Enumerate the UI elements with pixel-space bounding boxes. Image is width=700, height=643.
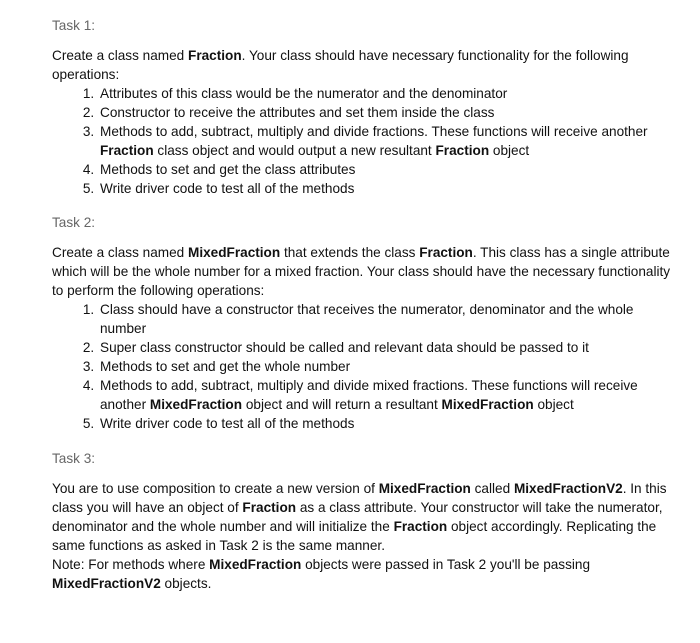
task-3-section (52, 449, 672, 593)
task-1-list (52, 84, 672, 198)
text-run: You are to use composition to create a new version of (52, 481, 379, 496)
task-1-section (52, 16, 672, 198)
bold-term: Fraction (435, 143, 490, 158)
document (52, 16, 672, 605)
task-3-heading: Task 3: (52, 451, 96, 466)
bold-term: Fraction (393, 519, 448, 534)
text-run: Methods to add, subtract, multiply and divide mixed fractions. These functions will receive another (100, 378, 638, 412)
list-item (98, 300, 672, 338)
text-run: Super class constructor should be called and relevant data should be passed to it (100, 340, 589, 355)
bold-term: MixedFraction (378, 481, 471, 496)
list-item (98, 122, 672, 160)
task-2-section (52, 213, 672, 433)
list-item (98, 84, 672, 103)
bold-term: MixedFraction (149, 397, 243, 412)
task-1-heading: Task 1: (52, 18, 96, 33)
task-3-description (52, 479, 672, 555)
text-run: . Your class should have necessary functionality for the following operations: (52, 48, 629, 82)
bold-term: Fraction (100, 143, 154, 158)
bold-term: MixedFractionV2 (52, 576, 161, 591)
text-run: Methods to add, subtract, multiply and divide fractions. These functions will receive another (100, 124, 648, 139)
text-run: object accordingly. Replicating the same functions as asked in Task 2 is the same manner. (52, 519, 657, 553)
bold-term: MixedFraction (209, 557, 302, 572)
text-run: Note: For methods where (52, 557, 210, 572)
list-item (98, 357, 672, 376)
task-2-description (52, 243, 672, 300)
bold-term: Fraction (188, 48, 242, 63)
task-1-description (52, 46, 672, 84)
bold-term: MixedFractionV2 (513, 481, 623, 496)
list-item (98, 338, 672, 357)
text-run: objects were passed in Task 2 you'll be passing (301, 557, 591, 572)
text-run: object and will return a resultant (242, 397, 442, 412)
text-run: Methods to set and get the whole number (100, 359, 351, 374)
bold-term: MixedFraction (441, 397, 534, 412)
text-run: class object and would output a new resultant (153, 143, 436, 158)
text-run: object (533, 397, 574, 412)
text-run: Attributes of this class would be the numerator and the denominator (100, 86, 508, 101)
text-run: . In this class you will have an object of (52, 481, 667, 515)
task-2-heading: Task 2: (52, 215, 96, 230)
bold-term: MixedFraction (188, 245, 281, 260)
text-run: Create a class named (52, 245, 189, 260)
list-item (98, 160, 672, 179)
bold-term: Fraction (419, 245, 473, 260)
text-run: as a class attribute. Your constructor will take the numerator, denominator and the whole number and will initialize the (52, 500, 663, 534)
text-run: objects. (160, 576, 212, 591)
list-item (98, 376, 672, 414)
text-run: called (470, 481, 514, 496)
text-run: Write driver code to test all of the methods (100, 416, 355, 431)
text-run: Create a class named (52, 48, 189, 63)
text-run: Constructor to receive the attributes and set them inside the class (100, 105, 495, 120)
list-item (98, 179, 672, 198)
text-run: that extends the class (280, 245, 420, 260)
text-run: . This class has a single attribute which will be the whole number for a mixed fraction. Your class should have the necessary functionality to perform the following operations: (52, 245, 671, 298)
bold-term: Fraction (242, 500, 297, 515)
list-item (98, 414, 672, 433)
text-run: Write driver code to test all of the methods (100, 181, 355, 196)
task-3-note (52, 555, 672, 593)
text-run: Methods to set and get the class attributes (100, 162, 356, 177)
task-2-list (52, 300, 672, 433)
text-run: Class should have a constructor that receives the numerator, denominator and the whole number (100, 302, 634, 336)
text-run: object (489, 143, 530, 158)
list-item (98, 103, 672, 122)
